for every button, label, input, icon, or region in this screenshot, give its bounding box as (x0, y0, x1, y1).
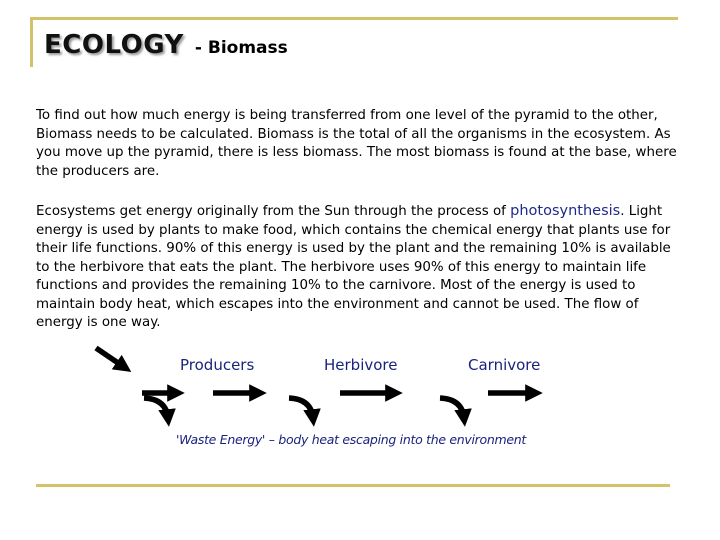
waste-energy-caption: 'Waste Energy' – body heat escaping into the environment (176, 432, 526, 447)
paragraph-energy-flow-start: Ecosystems get energy originally from the Sun through the process of (36, 204, 511, 219)
photosynthesis-term: photosynthesis (510, 203, 621, 219)
sun-input-arrow (96, 348, 124, 367)
waste-arrow-1 (144, 398, 168, 418)
title-subtitle: - Biomass (194, 38, 288, 58)
waste-arrow-3 (440, 398, 464, 418)
level-producers: Producers (180, 356, 255, 374)
title-main: ECOLOGY (44, 30, 184, 60)
bottom-divider (36, 484, 670, 487)
paragraph-energy-flow-end: . Light energy is used by plants to make food, which contains the chemical energy that plants use for their life functions. 90% of this energy is used by the plant and the remaining 10% is available to the herbivore that eats the plant. The herbivore uses 90% of this energy to maintain life functions and provides the remaining 10% to the carnivore. Most of the energy is used to maintain body heat, which escapes into the environment and cannot be used. The flow of energy is one way. (36, 204, 671, 330)
page-title (44, 30, 288, 60)
waste-arrow-2 (289, 398, 313, 418)
level-carnivore: Carnivore (468, 356, 541, 374)
level-herbivore: Herbivore (324, 356, 398, 374)
paragraph-energy-flow (36, 202, 682, 333)
paragraph-biomass: To find out how much energy is being transferred from one level of the pyramid to the other, Biomass needs to be calculated. Biomass is the total of all the organisms in the ecosystem. As you move up the pyramid, there is less biomass. The most biomass is found at the base, where the producers are. (36, 108, 677, 179)
